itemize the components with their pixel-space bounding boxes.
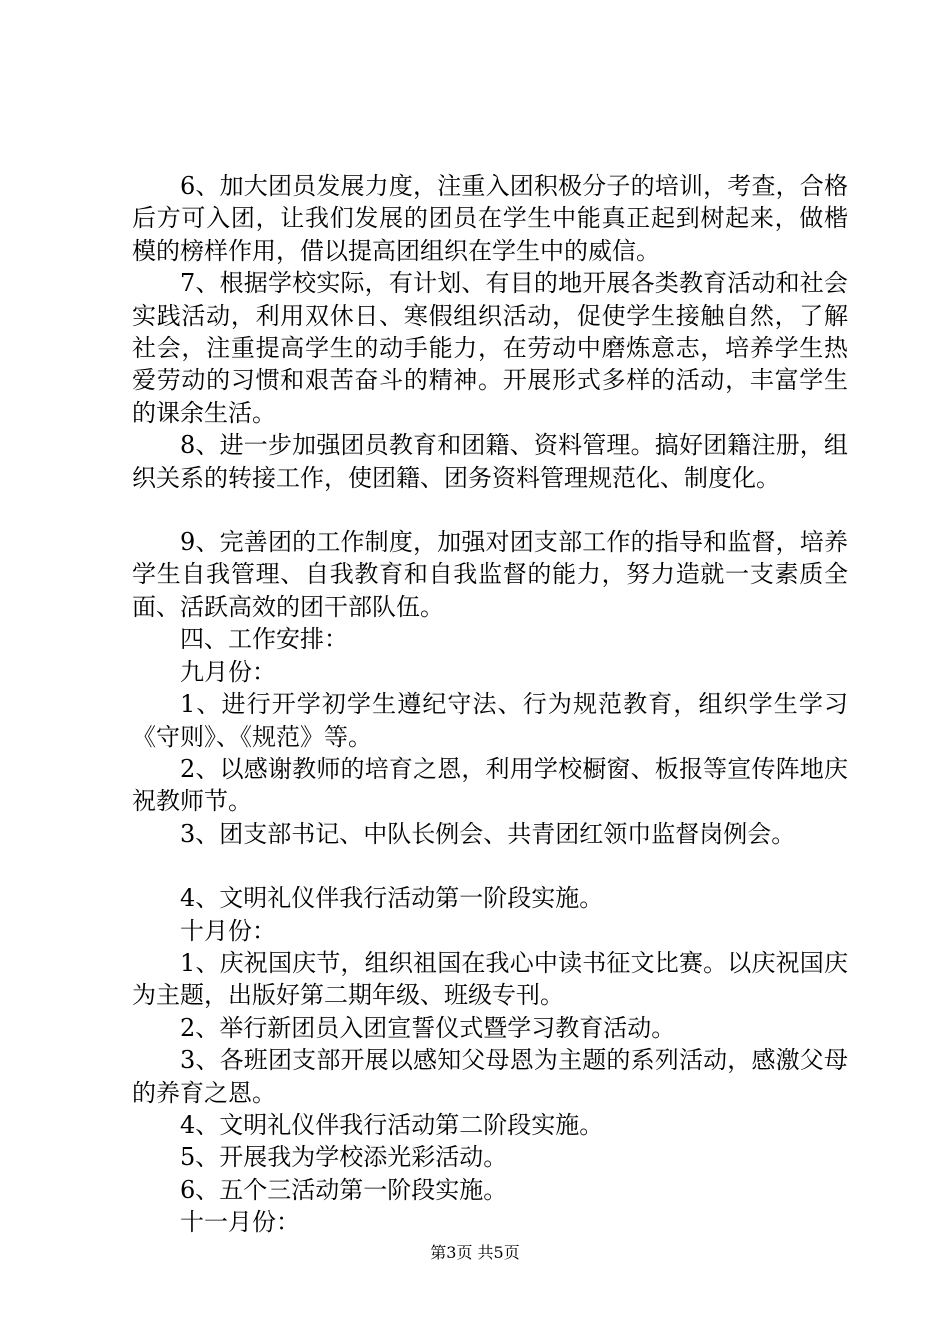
paragraph-item-9: 9、完善团的工作制度，加强对团支部工作的指导和监督，培养学生自我管理、自我教育和自我监督的能力，努力造就一支素质全面、活跃高效的团干部队伍。 xyxy=(132,528,848,621)
month-heading-september: 九月份： xyxy=(180,657,276,686)
october-item-3: 3、各班团支部开展以感知父母恩为主题的系列活动，感激父母的养育之恩。 xyxy=(132,1046,848,1107)
page-number-footer: 第3页 共5页 xyxy=(430,1243,520,1262)
september-item-4: 4、文明礼仪伴我行活动第一阶段实施。 xyxy=(180,884,604,913)
month-heading-october: 十月份： xyxy=(180,916,276,945)
september-item-2: 2、以感谢教师的培育之恩，利用学校橱窗、板报等宣传阵地庆祝教师节。 xyxy=(132,754,848,816)
section-heading-work-plan: 四、工作安排： xyxy=(180,625,348,654)
paragraph-item-6: 6、加大团员发展力度，注重入团积极分子的培训，考查，合格后方可入团，让我们发展的团员在学生中能真正起到树起来，做楷模的榜样作用，借以提高团组织在学生中的威信。 xyxy=(132,172,848,265)
paragraph-item-7: 7、根据学校实际，有计划、有目的地开展各类教育活动和社会实践活动，利用双休日、寒假组织活动，促使学生接触自然，了解社会，注重提高学生的动手能力，在劳动中磨炼意志，培养学生热爱劳动的习惯和艰苦奋斗的精神。开展形式多样的活动，丰富学生的课余生活。 xyxy=(132,269,848,427)
september-item-3: 3、团支部书记、中队长例会、共青团红领巾监督岗例会。 xyxy=(180,819,796,848)
october-item-2: 2、举行新团员入团宣誓仪式暨学习教育活动。 xyxy=(180,1013,676,1042)
october-item-6: 6、五个三活动第一阶段实施。 xyxy=(180,1175,508,1204)
document-body xyxy=(132,170,848,1239)
month-heading-november: 十一月份： xyxy=(180,1208,300,1237)
september-item-1: 1、进行开学初学生遵纪守法、行为规范教育，组织学生学习《守则》、《规范》等。 xyxy=(132,690,848,751)
paragraph-item-8: 8、进一步加强团员教育和团籍、资料管理。搞好团籍注册，组织关系的转接工作，使团籍、团务资料管理规范化、制度化。 xyxy=(132,431,848,492)
october-item-4: 4、文明礼仪伴我行活动第二阶段实施。 xyxy=(180,1110,604,1139)
october-item-1: 1、庆祝国庆节，组织祖国在我心中读书征文比赛。以庆祝国庆为主题，出版好第二期年级、班级专刊。 xyxy=(132,948,848,1010)
october-item-5: 5、开展我为学校添光彩活动。 xyxy=(180,1143,508,1172)
